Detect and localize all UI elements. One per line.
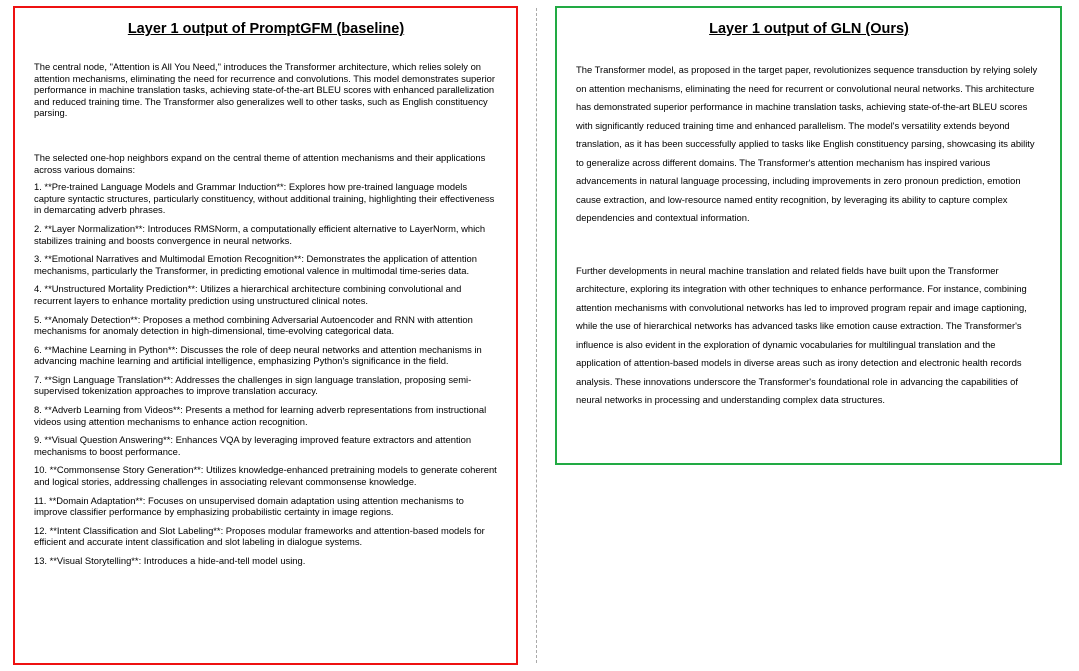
list-item: 2. **Layer Normalization**: Introduces RMSNorm, a computationally efficient alternative to LayerNorm, which stabilizes training and boosts convergence in neural networks. (34, 222, 486, 246)
list-item: 9. **Visual Question Answering**: Enhances VQA by leveraging improved feature extractors and attention mechanisms to boost performance. (34, 434, 472, 457)
list-item: 4. **Unstructured Mortality Prediction**: Utilizes a hierarchical architecture combining convolutional and recurrent layers to enhance mortality prediction using unstructured clinical notes. (34, 283, 462, 306)
list-item: 1. **Pre-trained Language Models and Grammar Induction**: Explores how pre-trained language models capture syntactic structures, particularly constituency, without additional training, highlighting their effectiveness in demarcating adverb phrases. (34, 181, 495, 216)
gln-paragraph-1: The Transformer model, as proposed in the target paper, revolutionizes sequence transduction by relying solely on attention mechanisms, eliminating the need for recurrent or convolutional neural networks. This architecture has demonstrated superior performance in machine translation tasks, achieving state-of-the-art BLEU scores with significantly reduced training time and enhanced parallelism. The model's versatility extends beyond translation, as it has been successfully applied to tasks like English constituency parsing, showcasing its ability to generalize across different domains. The Transformer's attention mechanism has inspired various advancements in natural language processing, including improvements in zero pronoun prediction, emotion cause extraction, and low-resource named entity recognition, by leveraging its ability to capture complex dependencies and contextual information. (576, 64, 1038, 223)
baseline-intro-paragraph: The central node, "Attention is All You Need," introduces the Transformer architecture, which relies solely on attention mechanisms, eliminating the need for recurrence and convolutions. This model demonstrates superior performance in machine translation tasks, achieving state-of-the-art BLEU scores with enhanced parallelization and reduced training time. The Transformer also generalizes well to other tasks, such as English constituency parsing. (34, 61, 496, 119)
baseline-panel-title: Layer 1 output of PromptGFM (baseline) (127, 21, 405, 37)
list-item: 13. **Visual Storytelling**: Introduces a hide-and-tell model using. (34, 555, 306, 566)
list-item: 10. **Commonsense Story Generation**: Utilizes knowledge-enhanced pretraining models to generate coherent and logical stories, addressing challenges in associating relevant commonsense knowledge. (34, 464, 497, 488)
list-item: 5. **Anomaly Detection**: Proposes a method combining Adversarial Autoencoder and RNN with attention mechanisms for anomaly detection in high-dimensional, time-evolving categorical data. (34, 313, 473, 337)
list-item: 11. **Domain Adaptation**: Focuses on unsupervised domain adaptation using attention mechanisms to improve classifier performance by emphasizing probabilistic certainty in image regions. (34, 494, 464, 518)
list-item: 3. **Emotional Narratives and Multimodal Emotion Recognition**: Demonstrates the application of attention mechanisms, particularly the Transformer, in predicting emotional valence in multimodal time-series data. (34, 253, 477, 276)
list-item: 12. **Intent Classification and Slot Labeling**: Proposes modular frameworks and attention-based models for efficient and accurate intent classification and slot labeling in dialogue systems. (34, 524, 485, 548)
gln-output-panel (555, 6, 1062, 465)
gln-panel-title: Layer 1 output of GLN (Ours) (709, 21, 909, 37)
list-item: 6. **Machine Learning in Python**: Discusses the role of deep neural networks and attention mechanisms in advancing machine learning and artificial intelligence, emphasizing Python's significance in the field. (34, 343, 482, 367)
panel-divider (536, 8, 537, 663)
list-item: 7. **Sign Language Translation**: Addresses the challenges in sign language translation, proposing semi-supervised tokenization approaches to improve translation accuracy. (34, 373, 472, 397)
list-item: 8. **Adverb Learning from Videos**: Presents a method for learning adverb representations from instructional videos using attention mechanisms to enhance action recognition. (34, 404, 487, 427)
baseline-neighbor-list (34, 181, 498, 566)
gln-paragraph-2: Further developments in neural machine translation and related fields have built upon the Transformer architecture, exploring its integration with other techniques to enhance performance. For instance, combining attention mechanisms with convolutional networks has led to improved program repair and image captioning, while the use of hierarchical networks has advanced tasks like emotion cause extraction. The Transformer's influence is also evident in the exploration of dynamic vocabularies for multilingual translation and the application of attention-based models in diverse areas such as irony detection and electronic health records analysis. These innovations underscore the Transformer's foundational role in advancing the capabilities of neural networks in processing and understanding complex data structures. (576, 264, 1027, 405)
baseline-output-panel (13, 6, 518, 665)
baseline-neighbors-lead: The selected one-hop neighbors expand on the central theme of attention mechanisms and their applications across various domains: (34, 151, 486, 175)
